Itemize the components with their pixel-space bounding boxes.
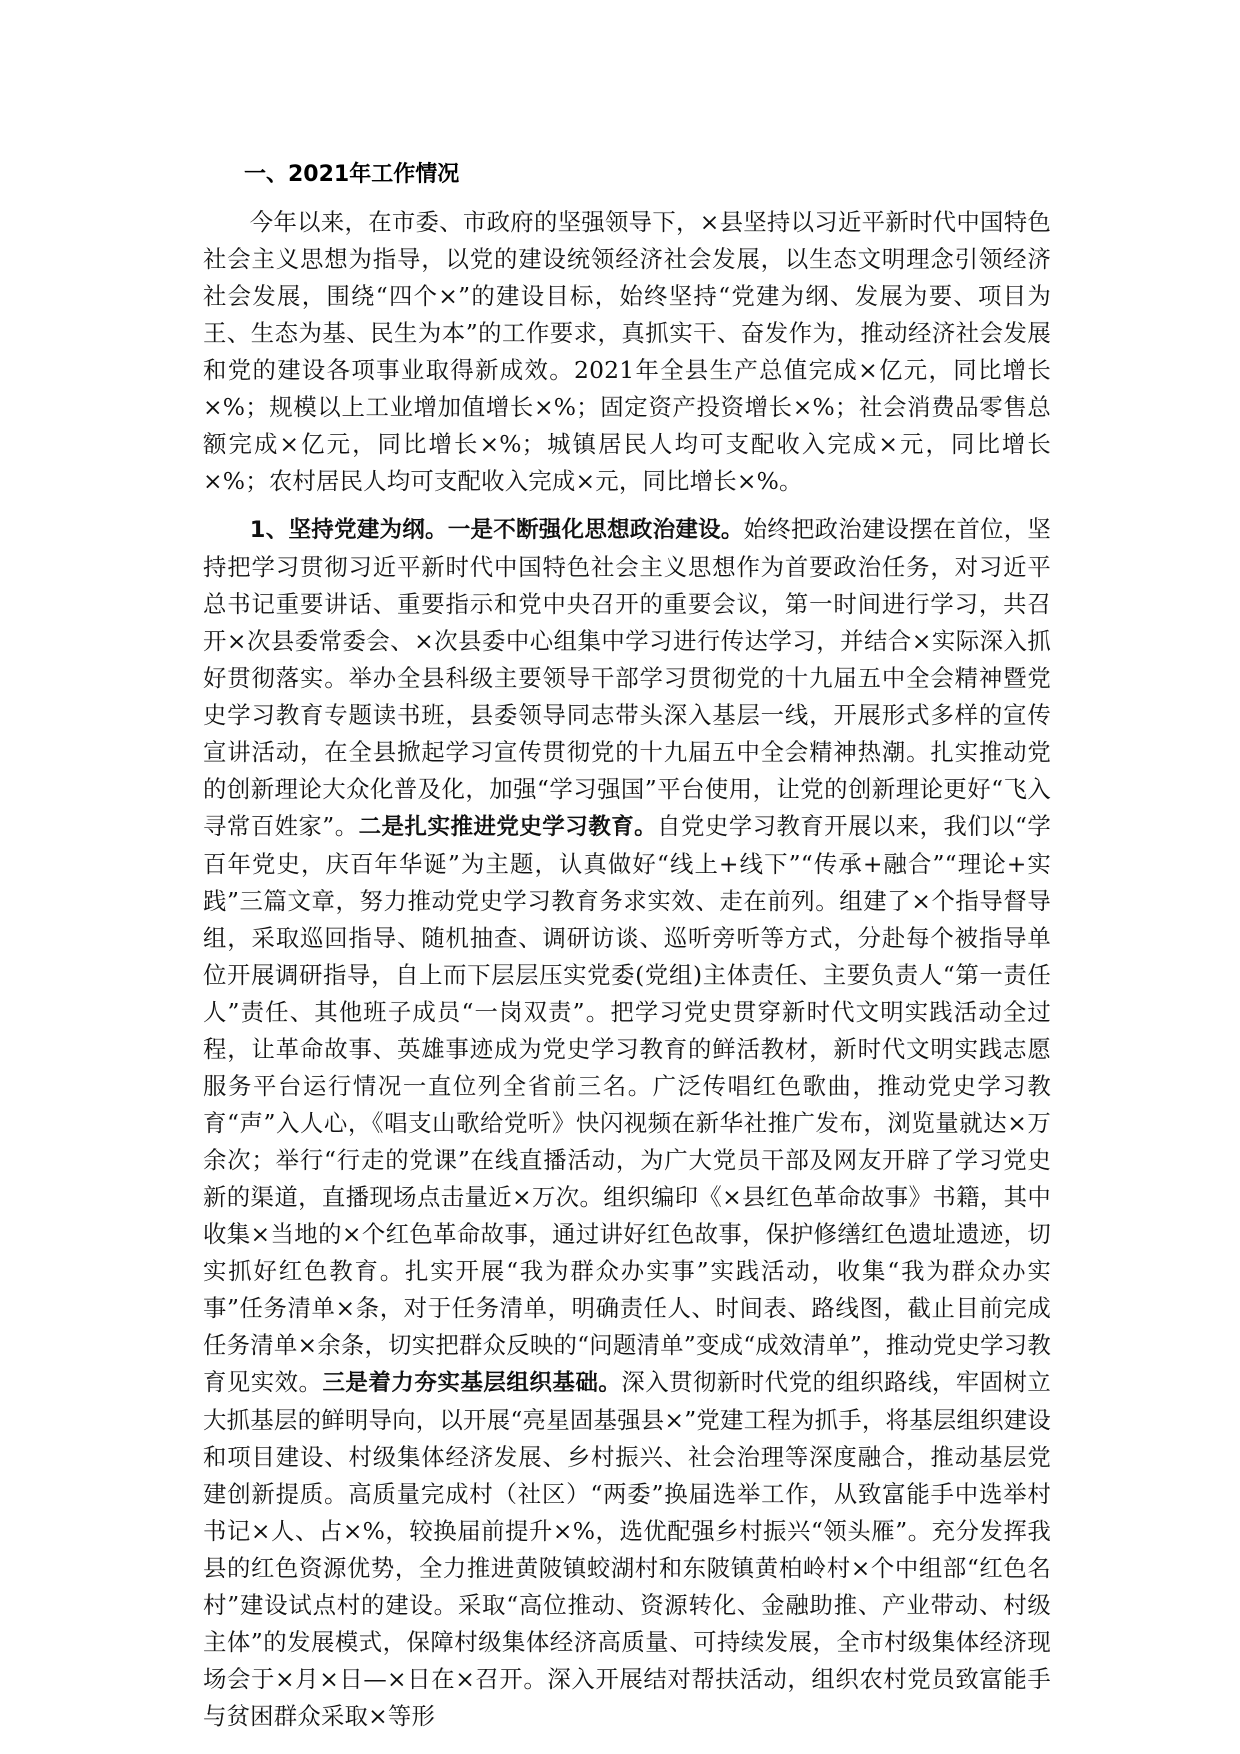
party-history-text: 自党史学习教育开展以来，我们以“学百年党史，庆百年华诞”为主题，认真做好“线上+线下”“传承+融合”“理论+实践”三篇文章，努力推动党史学习教育务求实效、走在前列。组建了×个指导督导组，采取巡回指导、随机抽查、调研访谈、巡听旁听等方式，分赴每个被指导单位开展调研指导，自上而下层层压实党委(党组)主体责任、主要负责人“第一责任人”责任、其他班子成员“一岗双责”。把学习党史贯穿新时代文明实践活动全过程，让革命故事、英雄事迹成为党史学习教育的鲜活教材，新时代文明实践志愿服务平台运行情况一直位列全省前三名。广泛传唱红色歌曲，推动党史学习教育“声”入人心，《唱支山歌给党听》快闪视频在新华社推广发布，浏览量就达×万余次；举行“行走的党课”在线直播活动，为广大党员干部及网友开辟了学习党史新的渠道，直播现场点击量近×万次。组织编印《×县红色革命故事》书籍，其中收集×当地的×个红色革命故事，通过讲好红色故事，保护修缮红色遗址遗迹，切实抓好红色教育。扎实开展“我为群众办实事”实践活动，收集“我为群众办实事”任务清单×条，对于任务清单，明确责任人、时间表、路线图，截止目前完成任务清单×余条，切实把群众反映的“问题清单”变成“成效清单”，推动党史学习教育见实效。: [203, 812, 1052, 1396]
document-body: [203, 158, 1051, 1735]
grassroots-subheading: 三是着力夯实基层组织基础。: [322, 1370, 622, 1396]
summary-text: 今年以来，在市委、市政府的坚强领导下，×县坚持以习近平新时代中国特色社会主义思想为指导，以党的建设统领经济社会发展，以生态文明理念引领经济社会发展，围绕“四个×”的建设目标，始终坚持“党建为纲、发展为要、项目为王、生态为基、民生为本”的工作要求，真抓实干、奋发作为，推动经济社会发展和党的建设各项事业取得新成效。2021年全县生产总值完成×亿元，同比增长×%；规模以上工业增加值增长×%；固定资产投资增长×%；社会消费品零售总额完成×亿元，同比增长×%；城镇居民人均可支配收入完成×元，同比增长×%；农村居民人均可支配收入完成×元，同比增长×%。: [203, 208, 1051, 495]
party-building-lead: 1、坚持党建为纲。一是不断强化思想政治建设。: [249, 517, 744, 543]
party-building-paragraph: [203, 511, 1051, 1735]
summary-paragraph: [203, 204, 1051, 500]
grassroots-text: 深入贯彻新时代党的组织路线，牢固树立大抓基层的鲜明导向，以开展“亮星固基强县×”党建工程为抓手，将基层组织建设和项目建设、村级集体经济发展、乡村振兴、社会治理等深度融合，推动基层党建创新提质。高质量完成村（社区）“两委”换届选举工作，从致富能手中选举村书记×人、占×%，较换届前提升×%，选优配强乡村振兴“领头雁”。充分发挥我县的红色资源优势，全力推进黄陂镇蛟湖村和东陂镇黄柏岭村×个中组部“红色名村”建设试点村的建设。采取“高位推动、资源转化、金融助推、产业带动、村级主体”的发展模式，保障村级集体经济高质量、可持续发展，全市村级集体经济现场会于×月×日—×日在×召开。深入开展结对帮扶活动，组织农村党员致富能手与贫困群众采取×等形: [203, 1368, 1052, 1730]
section-heading: 一、2021年工作情况: [244, 162, 460, 187]
party-history-subheading: 二是扎实推进党史学习教育。: [358, 814, 658, 840]
political-construction-text: 始终把政治建设摆在首位，坚持把学习贯彻习近平新时代中国特色社会主义思想作为首要政治任务，对习近平总书记重要讲话、重要指示和党中央召开的重要会议，第一时间进行学习，共召开×次县委常委会、×次县委中心组集中学习进行传达学习，并结合×实际深入抓好贯彻落实。举办全县科级主要领导干部学习贯彻党的十九届五中全会精神暨党史学习教育专题读书班，县委领导同志带头深入基层一线，开展形式多样的宣传宣讲活动，在全县掀起学习宣传贯彻党的十九届五中全会精神热潮。扎实推动党的创新理论大众化普及化，加强“学习强国”平台使用，让党的创新理论更好“飞入寻常百姓家”。: [203, 515, 1051, 840]
